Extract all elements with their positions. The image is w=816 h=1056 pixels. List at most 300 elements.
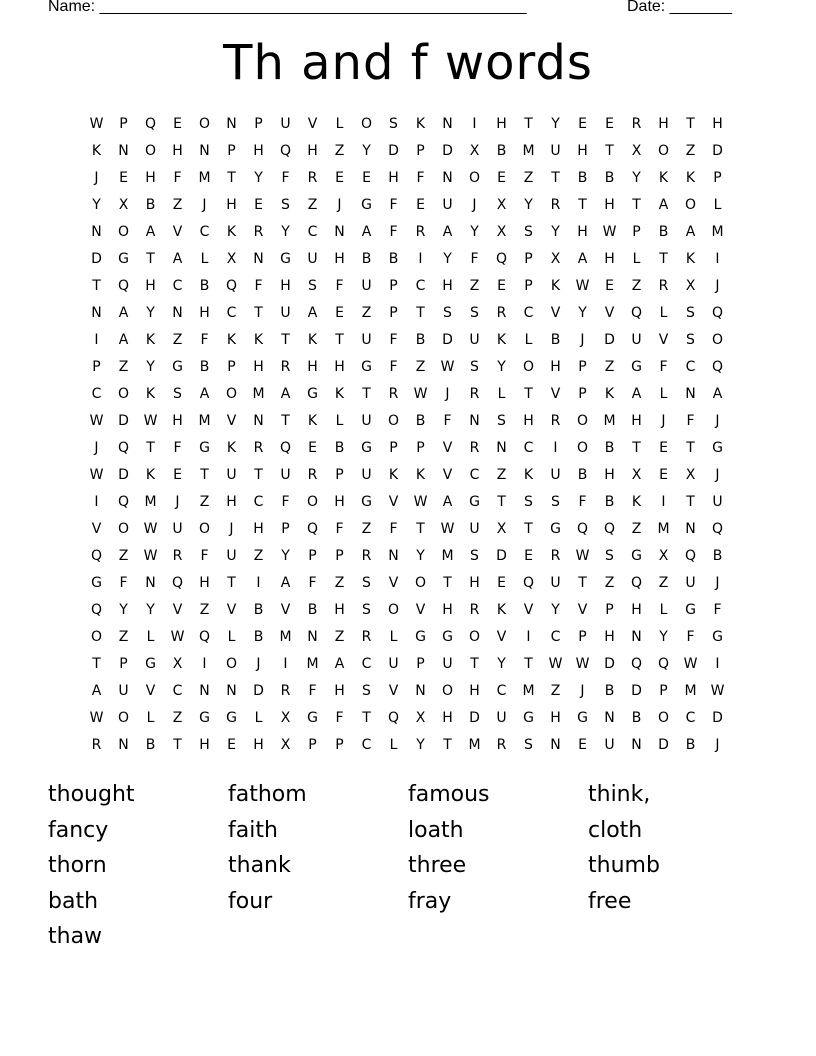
grid-letter: U [631, 332, 642, 348]
grid-letter: V [172, 224, 183, 240]
grid-letter: O [387, 413, 400, 429]
grid-letter: C [253, 494, 264, 510]
grid-letter: W [710, 683, 725, 699]
grid-letter: U [442, 197, 453, 213]
grid-letter: H [145, 278, 156, 294]
grid-letter: Z [658, 575, 669, 591]
grid-letter: H [307, 359, 318, 375]
grid-letter: R [469, 602, 480, 618]
grid-letter: J [715, 737, 720, 753]
grid-letter: T [227, 170, 236, 186]
grid-letter: L [335, 116, 344, 132]
grid-letter: I [418, 251, 423, 267]
grid-letter: T [173, 737, 182, 753]
grid-letter: M [252, 386, 265, 402]
grid-letter: N [91, 224, 102, 240]
grid-letter: S [686, 332, 695, 348]
grid-letter: H [604, 467, 615, 483]
grid-letter: O [117, 710, 130, 726]
grid-letter: G [307, 386, 318, 402]
grid-letter: K [658, 170, 669, 186]
grid-letter: G [442, 629, 453, 645]
grid-letter: B [712, 548, 723, 564]
grid-letter: L [659, 386, 668, 402]
grid-letter: R [496, 305, 507, 321]
grid-letter: F [659, 359, 668, 375]
grid-letter: L [659, 602, 668, 618]
grid-letter: V [226, 602, 237, 618]
grid-letter: T [524, 521, 533, 537]
grid-letter: T [281, 413, 290, 429]
grid-letter: P [416, 143, 425, 159]
grid-letter: F [254, 278, 263, 294]
grid-letter: K [604, 386, 615, 402]
word-list-item: thorn [48, 853, 107, 878]
grid-letter: O [117, 224, 130, 240]
grid-letter: H [631, 413, 642, 429]
grid-letter: E [308, 440, 317, 456]
grid-letter: X [631, 467, 642, 483]
grid-letter: W [89, 413, 104, 429]
grid-letter: I [553, 440, 558, 456]
grid-letter: M [306, 656, 319, 672]
grid-letter: H [469, 575, 480, 591]
grid-letter: E [497, 170, 506, 186]
grid-letter: C [172, 683, 183, 699]
grid-letter: J [715, 467, 720, 483]
grid-letter: K [145, 386, 156, 402]
grid-letter: L [713, 197, 722, 213]
grid-letter: U [280, 467, 291, 483]
grid-letter: L [389, 629, 398, 645]
grid-letter: H [199, 575, 210, 591]
grid-letter: N [118, 737, 129, 753]
grid-letter: L [335, 413, 344, 429]
grid-letter: P [524, 251, 533, 267]
grid-letter: W [89, 116, 104, 132]
grid-letter: X [415, 710, 426, 726]
grid-letter: H [604, 629, 615, 645]
grid-letter: R [361, 629, 372, 645]
grid-letter: W [143, 548, 158, 564]
grid-letter: I [202, 656, 207, 672]
grid-letter: I [715, 251, 720, 267]
grid-letter: U [550, 467, 561, 483]
grid-letter: O [90, 629, 103, 645]
grid-letter: A [280, 575, 291, 591]
word-list-item: thought [48, 782, 135, 807]
grid-letter: N [388, 548, 399, 564]
grid-letter: G [91, 575, 102, 591]
grid-letter: Z [334, 143, 345, 159]
grid-letter: T [632, 440, 641, 456]
grid-letter: V [91, 521, 102, 537]
grid-letter: R [307, 170, 318, 186]
grid-letter: S [281, 197, 290, 213]
grid-letter: G [550, 521, 561, 537]
grid-letter: D [91, 251, 102, 267]
grid-letter: T [632, 197, 641, 213]
word-list-item: fancy [48, 817, 109, 843]
grid-letter: U [361, 332, 372, 348]
grid-letter: W [89, 467, 104, 483]
grid-letter: O [414, 575, 427, 591]
grid-letter: A [712, 386, 723, 402]
grid-letter: N [118, 143, 129, 159]
grid-letter: D [712, 143, 723, 159]
grid-letter: X [280, 710, 291, 726]
grid-letter: O [360, 116, 373, 132]
grid-letter: S [497, 413, 506, 429]
grid-letter: K [496, 332, 507, 348]
grid-letter: S [524, 494, 533, 510]
grid-letter: J [715, 278, 720, 294]
grid-letter: F [281, 494, 290, 510]
grid-letter: V [145, 683, 156, 699]
grid-letter: S [686, 305, 695, 321]
grid-letter: M [279, 629, 292, 645]
grid-letter: N [199, 683, 210, 699]
grid-letter: U [685, 575, 696, 591]
grid-letter: N [415, 683, 426, 699]
grid-letter: E [605, 116, 614, 132]
grid-letter: G [361, 494, 372, 510]
grid-letter: F [335, 521, 344, 537]
grid-letter: R [469, 440, 480, 456]
grid-letter: Y [551, 224, 560, 240]
grid-letter: N [253, 251, 264, 267]
grid-letter: Y [524, 197, 533, 213]
grid-letter: S [524, 224, 533, 240]
grid-letter: F [119, 575, 128, 591]
grid-letter: B [145, 737, 156, 753]
grid-letter: Z [199, 602, 210, 618]
grid-letter: E [119, 170, 128, 186]
grid-letter: X [496, 197, 507, 213]
grid-letter: H [604, 251, 615, 267]
grid-letter: U [226, 548, 237, 564]
grid-letter: T [227, 575, 236, 591]
grid-letter: K [631, 494, 642, 510]
grid-letter: X [280, 737, 291, 753]
grid-letter: X [496, 521, 507, 537]
grid-letter: Y [362, 143, 371, 159]
grid-letter: O [657, 710, 670, 726]
grid-letter: O [306, 494, 319, 510]
grid-letter: O [117, 386, 130, 402]
grid-letter: W [413, 494, 428, 510]
grid-letter: Z [523, 170, 534, 186]
grid-letter: S [362, 683, 371, 699]
grid-letter: T [146, 251, 155, 267]
grid-letter: G [361, 359, 372, 375]
grid-letter: H [307, 143, 318, 159]
grid-letter: W [575, 548, 590, 564]
grid-letter: J [661, 413, 666, 429]
name-field-label: Name: ________________________________________________ [48, 0, 527, 15]
grid-letter: R [550, 197, 561, 213]
grid-letter: P [335, 737, 344, 753]
grid-letter: D [604, 332, 615, 348]
grid-letter: P [119, 656, 128, 672]
grid-letter: T [92, 656, 101, 672]
grid-letter: H [388, 170, 399, 186]
grid-letter: U [361, 413, 372, 429]
grid-letter: S [443, 305, 452, 321]
grid-letter: Z [361, 305, 372, 321]
grid-letter: N [253, 413, 264, 429]
grid-letter: O [576, 413, 589, 429]
grid-letter: D [712, 710, 723, 726]
grid-letter: R [658, 278, 669, 294]
grid-letter: R [469, 386, 480, 402]
grid-letter: Y [551, 602, 560, 618]
grid-letter: A [361, 224, 372, 240]
grid-letter: B [199, 359, 210, 375]
grid-letter: X [658, 548, 669, 564]
grid-letter: V [442, 467, 453, 483]
grid-letter: W [440, 359, 455, 375]
grid-letter: V [415, 602, 426, 618]
grid-letter: G [199, 710, 210, 726]
word-list-item: thumb [588, 853, 660, 878]
grid-letter: H [253, 359, 264, 375]
grid-letter: T [578, 197, 587, 213]
grid-letter: R [253, 224, 264, 240]
grid-letter: B [415, 332, 426, 348]
grid-letter: L [200, 251, 209, 267]
grid-letter: F [308, 575, 317, 591]
grid-letter: H [442, 710, 453, 726]
grid-letter: X [631, 143, 642, 159]
grid-letter: J [94, 440, 99, 456]
grid-letter: M [522, 143, 535, 159]
grid-letter: Z [496, 467, 507, 483]
grid-letter: Z [253, 548, 264, 564]
grid-letter: K [334, 386, 345, 402]
grid-letter: H [577, 143, 588, 159]
grid-letter: K [685, 251, 696, 267]
grid-letter: U [307, 251, 318, 267]
grid-letter: Q [657, 656, 670, 672]
grid-letter: E [227, 737, 236, 753]
grid-letter: H [631, 602, 642, 618]
grid-letter: V [550, 386, 561, 402]
grid-letter: N [496, 440, 507, 456]
word-list-item: thaw [48, 924, 103, 949]
grid-letter: S [524, 737, 533, 753]
grid-letter: J [580, 332, 585, 348]
grid-letter: R [91, 737, 102, 753]
grid-letter: H [334, 251, 345, 267]
grid-letter: J [94, 170, 99, 186]
grid-letter: S [308, 278, 317, 294]
grid-letter: N [172, 305, 183, 321]
grid-letter: O [468, 170, 481, 186]
grid-letter: Q [684, 548, 697, 564]
grid-letter: P [227, 143, 236, 159]
grid-letter: F [686, 629, 695, 645]
grid-letter: H [226, 494, 237, 510]
grid-letter: F [443, 413, 452, 429]
grid-letter: T [605, 143, 614, 159]
grid-letter: D [496, 548, 507, 564]
grid-letter: U [550, 575, 561, 591]
grid-letter: G [118, 251, 129, 267]
grid-letter: C [685, 359, 696, 375]
grid-letter: F [389, 521, 398, 537]
grid-letter: U [550, 143, 561, 159]
grid-letter: J [175, 494, 180, 510]
grid-letter: O [657, 143, 670, 159]
grid-letter: K [145, 467, 156, 483]
grid-letter: P [254, 116, 263, 132]
grid-letter: V [523, 602, 534, 618]
grid-letter: T [686, 440, 695, 456]
word-list-item: three [408, 853, 467, 878]
grid-letter: B [658, 224, 669, 240]
grid-letter: H [550, 710, 561, 726]
grid-letter: W [89, 710, 104, 726]
grid-letter: Z [604, 575, 615, 591]
grid-letter: P [605, 602, 614, 618]
grid-letter: F [200, 548, 209, 564]
grid-letter: F [389, 224, 398, 240]
grid-letter: B [307, 602, 318, 618]
grid-letter: U [280, 305, 291, 321]
grid-letter: E [659, 440, 668, 456]
grid-letter: L [632, 251, 641, 267]
grid-letter: T [335, 332, 344, 348]
grid-letter: P [227, 359, 236, 375]
grid-letter: A [631, 386, 642, 402]
date-field-label: Date: _______ [627, 0, 732, 15]
grid-letter: N [442, 116, 453, 132]
grid-letter: B [604, 440, 615, 456]
grid-letter: F [470, 251, 479, 267]
grid-letter: C [361, 737, 372, 753]
grid-letter: N [91, 305, 102, 321]
grid-letter: Y [551, 116, 560, 132]
grid-letter: Y [281, 548, 290, 564]
grid-letter: H [469, 683, 480, 699]
grid-letter: D [388, 143, 399, 159]
grid-letter: J [580, 683, 585, 699]
grid-letter: V [577, 602, 588, 618]
grid-letter: M [657, 521, 670, 537]
grid-letter: Q [279, 143, 292, 159]
word-list-item: famous [408, 782, 490, 807]
word-list-item: thank [228, 853, 291, 878]
grid-letter: P [92, 359, 101, 375]
grid-letter: H [199, 737, 210, 753]
grid-letter: G [631, 548, 642, 564]
grid-letter: P [524, 278, 533, 294]
grid-letter: A [442, 224, 453, 240]
grid-letter: I [472, 116, 477, 132]
grid-letter: Z [685, 143, 696, 159]
grid-letter: B [604, 683, 615, 699]
grid-letter: E [578, 737, 587, 753]
grid-letter: Y [281, 224, 290, 240]
grid-letter: H [199, 305, 210, 321]
page-title: Th and f words [223, 35, 593, 91]
word-list [48, 778, 768, 956]
grid-letter: N [685, 386, 696, 402]
grid-letter: M [522, 683, 535, 699]
grid-letter: O [198, 116, 211, 132]
grid-letter: I [94, 494, 99, 510]
grid-letter: Q [522, 575, 535, 591]
grid-letter: T [443, 575, 452, 591]
grid-letter: W [683, 656, 698, 672]
grid-letter: F [578, 494, 587, 510]
grid-letter: O [225, 656, 238, 672]
word-list-item: four [228, 888, 273, 914]
grid-letter: N [631, 737, 642, 753]
grid-letter: U [118, 683, 129, 699]
grid-letter: E [524, 548, 533, 564]
grid-letter: T [416, 521, 425, 537]
grid-letter: P [335, 548, 344, 564]
grid-letter: Z [307, 197, 318, 213]
grid-letter: K [685, 170, 696, 186]
grid-letter: A [442, 494, 453, 510]
grid-letter: C [361, 656, 372, 672]
grid-letter: J [337, 197, 342, 213]
grid-letter: N [226, 116, 237, 132]
grid-letter: G [415, 629, 426, 645]
grid-letter: R [415, 224, 426, 240]
grid-letter: T [497, 494, 506, 510]
grid-letter: T [659, 251, 668, 267]
grid-letter: Y [416, 737, 425, 753]
grid-letter: T [524, 656, 533, 672]
grid-letter: N [631, 629, 642, 645]
grid-letter: A [145, 224, 156, 240]
grid-letter: B [496, 143, 507, 159]
grid-letter: S [362, 575, 371, 591]
grid-letter: A [172, 251, 183, 267]
grid-letter: V [496, 629, 507, 645]
grid-letter: S [551, 494, 560, 510]
grid-letter: G [172, 359, 183, 375]
grid-letter: K [145, 332, 156, 348]
grid-letter: A [91, 683, 102, 699]
grid-letter: C [415, 278, 426, 294]
grid-letter: P [308, 548, 317, 564]
grid-letter: P [578, 629, 587, 645]
grid-letter: R [550, 413, 561, 429]
grid-letter: O [117, 521, 130, 537]
grid-letter: T [416, 305, 425, 321]
grid-letter: Q [306, 521, 319, 537]
grid-letter: M [198, 413, 211, 429]
grid-letter: Z [469, 278, 480, 294]
grid-letter: A [199, 386, 210, 402]
grid-letter: Y [443, 251, 452, 267]
grid-letter: R [496, 737, 507, 753]
grid-letter: U [361, 278, 372, 294]
grid-letter: A [118, 305, 129, 321]
grid-letter: K [388, 467, 399, 483]
grid-letter: H [334, 359, 345, 375]
grid-letter: Q [279, 440, 292, 456]
grid-letter: Z [631, 521, 642, 537]
grid-letter: Q [495, 251, 508, 267]
grid-letter: N [307, 629, 318, 645]
grid-letter: H [550, 359, 561, 375]
